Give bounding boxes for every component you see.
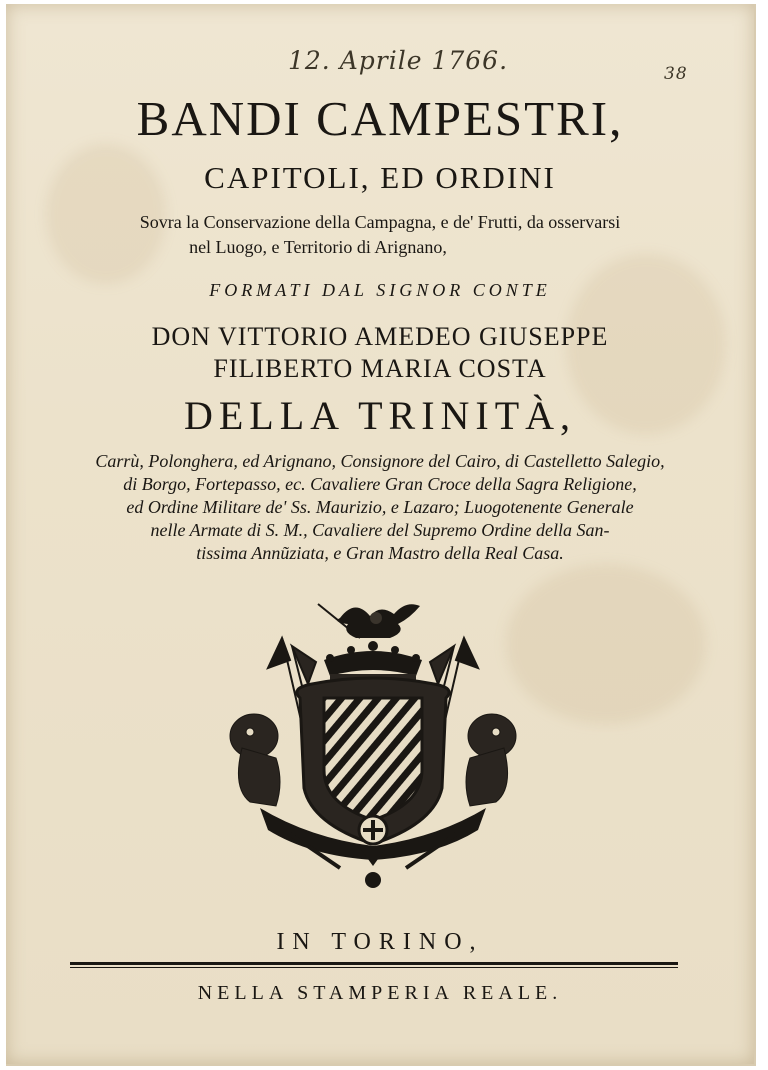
handwritten-date: 12. Aprile 1766. xyxy=(288,46,509,75)
coat-of-arms-icon xyxy=(220,598,526,898)
cross-medallion-icon xyxy=(359,816,387,888)
main-title-line2: CAPITOLI, ED ORDINI xyxy=(204,160,556,195)
author-name-line2: FILIBERTO MARIA COSTA xyxy=(213,354,547,383)
author-name-line1: DON VITTORIO AMEDEO GIUSEPPE xyxy=(151,322,609,351)
eagle-crest-icon xyxy=(337,604,420,638)
imprint-place: IN TORINO, xyxy=(276,929,484,955)
divider-rule xyxy=(70,962,678,965)
titles-line: nelle Armate di S. M., Cavaliere del Supremo Ordine della San- xyxy=(150,520,610,540)
titles-line: ed Ordine Militare de' Ss. Maurizio, e Lazaro; Luogotenente Generale xyxy=(126,497,634,517)
document-page xyxy=(6,4,756,1066)
crown-icon xyxy=(324,641,422,680)
paper-stain xyxy=(506,564,706,724)
main-title: BANDI CAMPESTRI, xyxy=(136,91,624,146)
formati-heading: FORMATI DAL SIGNOR CONTE xyxy=(209,280,551,300)
titles-line: Carrù, Polonghera, ed Arignano, Consignore del Cairo, di Castelletto Salegio, xyxy=(95,451,665,471)
striped-shield-icon xyxy=(324,698,422,820)
imprint-press: NELLA STAMPERIA REALE. xyxy=(197,982,563,1004)
author-name-line3: DELLA TRINITÀ, xyxy=(183,393,577,438)
titles-line: tissima Annũziata, e Gran Mastro della Real Casa. xyxy=(196,543,564,563)
lion-supporter-left-icon xyxy=(230,714,280,806)
lion-supporter-right-icon xyxy=(466,714,516,806)
subtitle-line2: nel Luogo, e Territorio di Arignano, xyxy=(189,237,447,257)
subtitle-line1: Sovra la Conservazione della Campagna, e de' Frutti, da osservarsi xyxy=(139,212,621,232)
handwritten-page-number: 38 xyxy=(664,64,688,84)
titles-line: di Borgo, Fortepasso, ec. Cavaliere Gran Croce della Sagra Religione, xyxy=(123,474,637,494)
divider-rule-thin xyxy=(70,967,678,968)
